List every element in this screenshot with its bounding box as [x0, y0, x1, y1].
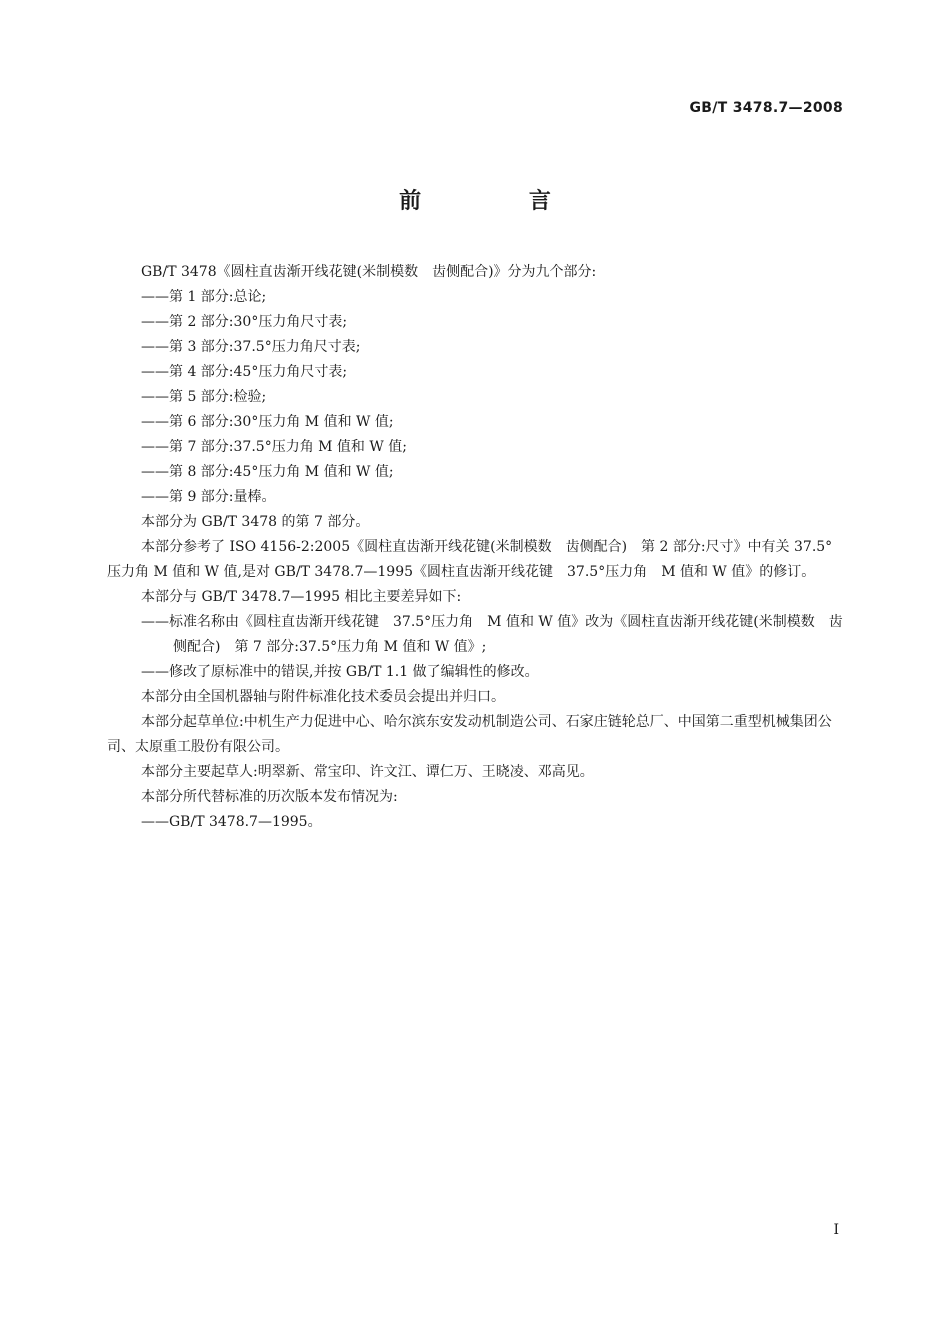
paragraph-intro: GB/T 3478《圆柱直齿渐开线花键(米制模数 齿侧配合)》分为九个部分: [141, 264, 597, 280]
paragraph-differences: 本部分与 GB/T 3478.7—1995 相比主要差异如下: [141, 589, 462, 605]
list-item-history-version: ——GB/T 3478.7—1995。 [141, 814, 322, 830]
paragraph-reference: 本部分参考了 ISO 4156-2:2005《圆柱直齿渐开线花键(米制模数 齿侧配合) 第 2 部分:尺寸》中有关 37.5°压力角 M 值和 W 值,是对 GB/T 3478.7—1995《圆柱直齿渐开线花键 37.5°压力角 M 值和 W 值》的修订。 [107, 539, 833, 580]
list-item-part-4: ——第 4 部分:45°压力角尺寸表; [141, 364, 348, 380]
paragraph-history: 本部分所代替标准的历次版本发布情况为: [141, 789, 398, 805]
document-code: GB/T 3478.7—2008 [689, 100, 843, 116]
foreword-body [107, 260, 843, 835]
page-title: 前 言 [399, 189, 601, 214]
page-number: I [833, 1222, 839, 1238]
list-item-name-change: ——标准名称由《圆柱直齿渐开线花键 37.5°压力角 M 值和 W 值》改为《圆柱直齿渐开线花键(米制模数 齿侧配合) 第 7 部分:37.5°压力角 M 值和 W 值》; [141, 614, 843, 655]
list-item-part-3: ——第 3 部分:37.5°压力角尺寸表; [141, 339, 361, 355]
list-item-part-6: ——第 6 部分:30°压力角 M 值和 W 值; [141, 414, 394, 430]
list-item-corrections: ——修改了原标准中的错误,并按 GB/T 1.1 做了编辑性的修改。 [141, 664, 539, 680]
list-item-part-7: ——第 7 部分:37.5°压力角 M 值和 W 值; [141, 439, 407, 455]
paragraph-proposer: 本部分由全国机器轴与附件标准化技术委员会提出并归口。 [141, 689, 505, 705]
paragraph-drafting-units: 本部分起草单位:中机生产力促进中心、哈尔滨东安发动机制造公司、石家庄链轮总厂、中国第二重型机械集团公司、太原重工股份有限公司。 [107, 714, 832, 755]
paragraph-drafters: 本部分主要起草人:明翠新、常宝印、许文江、谭仁万、王晓凌、邓高见。 [141, 764, 594, 780]
list-item-part-5: ——第 5 部分:检验; [141, 389, 267, 405]
list-item-part-8: ——第 8 部分:45°压力角 M 值和 W 值; [141, 464, 394, 480]
paragraph-part-statement: 本部分为 GB/T 3478 的第 7 部分。 [141, 514, 370, 530]
list-item-part-2: ——第 2 部分:30°压力角尺寸表; [141, 314, 348, 330]
list-item-part-9: ——第 9 部分:量棒。 [141, 489, 276, 505]
list-item-part-1: ——第 1 部分:总论; [141, 289, 267, 305]
